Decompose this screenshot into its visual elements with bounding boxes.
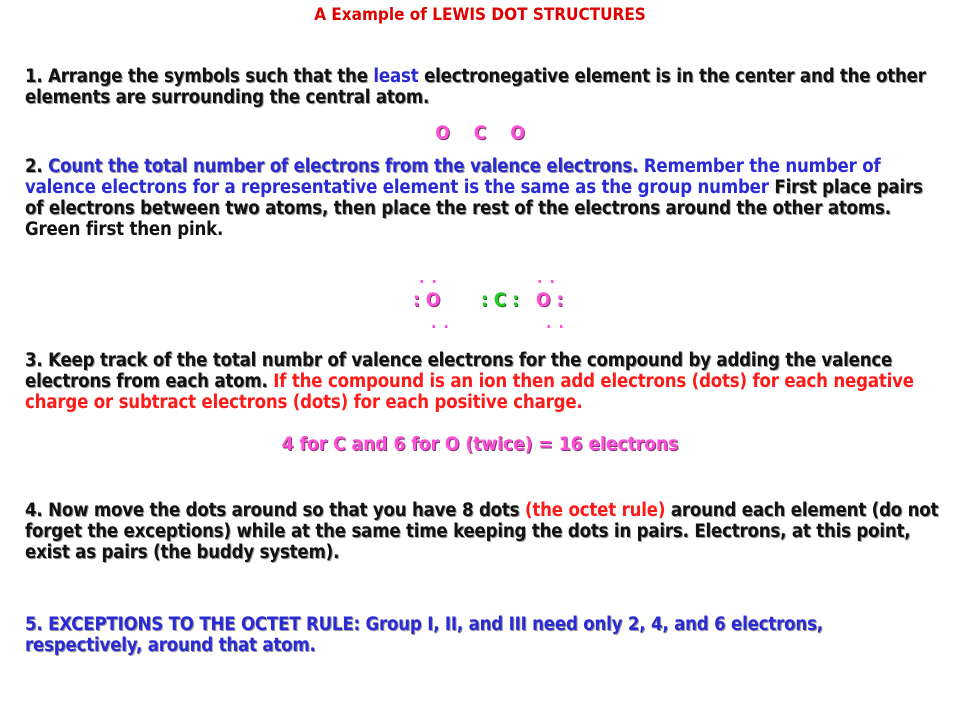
step-3-paragraph (25, 350, 945, 413)
right-o-bottom-dots: · · (546, 317, 565, 336)
step-3-red-text: If the compound is an ion then add electrons (dots) for each negative charge or subtract electrons (dots) for each positive charge. (25, 371, 914, 413)
step-5-paragraph (25, 614, 945, 656)
step-2-green-pink-text: Green first then pink. (25, 219, 224, 240)
step-2-remember-text: Remember the number of valence electrons for a representative element is the same as the group number (25, 156, 881, 198)
right-oxygen: O : (536, 289, 564, 311)
step-1-number: 1. (25, 66, 43, 87)
step-4-text-a: Now move the dots around so that you have 8 dots (42, 500, 525, 521)
step-4-paragraph (25, 500, 945, 563)
step-1-paragraph (25, 66, 945, 108)
lewis-structure (0, 272, 960, 342)
step-4-octet-rule: (the octet rule) (524, 500, 666, 521)
step-2-number: 2. (25, 156, 43, 177)
step-2-first-place-text: First place pairs of electrons between two atoms, then place the rest of the electrons around the other atoms. (25, 177, 923, 219)
step-2-count-text: Count the total number of electrons from the valence electrons. (42, 156, 639, 177)
page-title: A Example of LEWIS DOT STRUCTURES (314, 5, 646, 25)
electron-count: 4 for C and 6 for O (twice) = 16 electrons (281, 433, 679, 455)
left-o-top-dots: · · (419, 272, 438, 291)
step-4-text-b: around each element (do not forget the exceptions) while at the same time keeping the dots in pairs. Electrons, at this point, exist as pairs (the buddy system). (25, 500, 939, 563)
carbon-center: : C : (481, 289, 520, 311)
left-oxygen: : O (413, 289, 441, 311)
step-1-text-b: electronegative element is in the center and the other elements are surrounding the central atom. (25, 66, 926, 108)
oco-arrangement: O C O (435, 122, 525, 144)
step-1-text-a: Arrange the symbols such that the (42, 66, 374, 87)
step-2-paragraph (25, 156, 945, 240)
left-o-bottom-dots: · · (431, 317, 450, 336)
step-5-number: 5. (25, 614, 43, 635)
step-1-least: least (373, 66, 419, 87)
step-4-number: 4. (25, 500, 43, 521)
step-5-text: EXCEPTIONS TO THE OCTET RULE: Group I, II, and III need only 2, 4, and 6 electrons, respectively, around that atom. (25, 614, 823, 656)
step-3-text: 3. Keep track of the total numbr of valence electrons for the compound by adding the valence electrons from each atom. (25, 350, 893, 392)
right-o-top-dots: · · (537, 272, 556, 291)
